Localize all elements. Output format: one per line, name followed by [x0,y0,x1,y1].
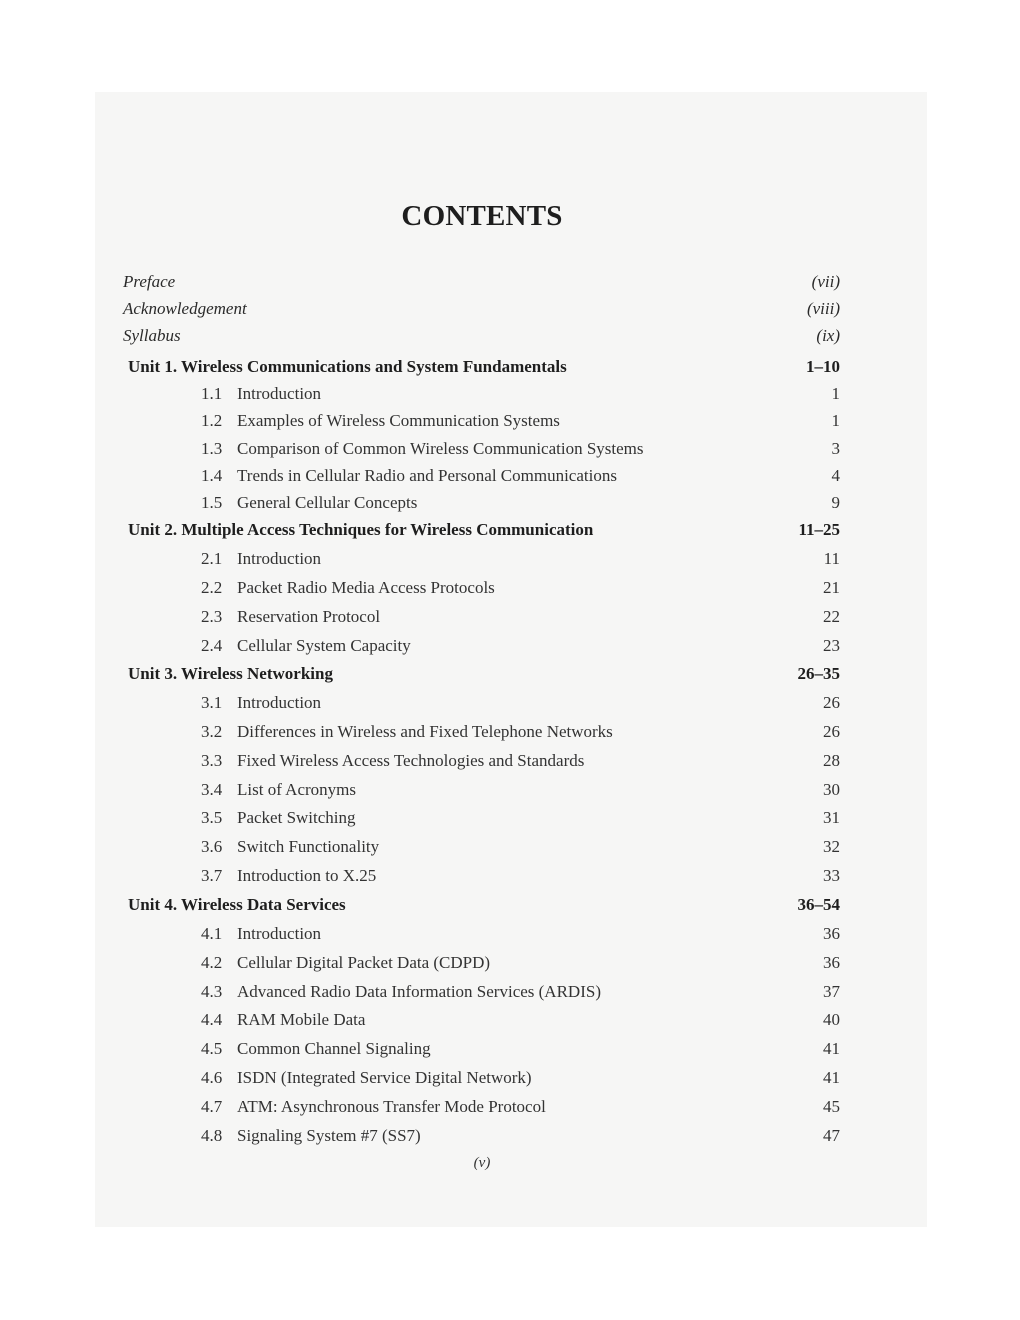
section-title: Reservation Protocol [237,607,381,626]
unit-page-range: 26–35 [797,664,840,683]
toc-section-3-3[interactable] [0,748,1020,774]
toc-row-syllabus[interactable] [0,323,1020,349]
section-title: Examples of Wireless Communication Systems [237,411,560,430]
section-page-number: 9 [831,493,840,512]
section-title: Signaling System #7 (SS7) [237,1126,421,1145]
section-number: 4.7 [201,1097,223,1116]
section-title: Introduction [237,384,322,403]
section-title: Cellular Digital Packet Data (CDPD) [237,953,491,972]
toc-section-4-6[interactable] [0,1065,1020,1091]
section-title: Common Channel Signaling [237,1039,431,1058]
section-title: Introduction [237,924,322,943]
toc-section-2-2[interactable] [0,575,1020,601]
unit-title: Unit 2. Multiple Access Techniques for Wireless Communication [128,520,594,539]
unit-title: Unit 3. Wireless Networking [128,664,333,683]
toc-section-4-4[interactable] [0,1007,1020,1033]
section-title: General Cellular Concepts [237,493,418,512]
section-page-number: 45 [823,1097,840,1116]
section-page-number: 1 [831,411,840,430]
toc-unit-3[interactable] [0,661,1020,687]
section-number: 3.5 [201,808,223,827]
section-number: 1.1 [201,384,223,403]
section-number: 4.3 [201,982,223,1001]
section-number: 2.4 [201,636,223,655]
toc-page-number: (viii) [806,299,840,318]
section-title: Introduction to X.25 [237,866,377,885]
section-page-number: 31 [823,808,840,827]
section-page-number: 36 [823,924,840,943]
section-page-number: 47 [823,1126,840,1145]
section-number: 3.4 [201,780,223,799]
toc-page-number: (ix) [816,326,840,345]
toc-section-4-1[interactable] [0,921,1020,947]
toc-section-3-1[interactable] [0,690,1020,716]
section-page-number: 26 [823,693,840,712]
toc-section-2-3[interactable] [0,604,1020,630]
toc-row-acknowledgement[interactable] [0,296,1020,322]
section-title: Switch Functionality [237,837,380,856]
toc-section-1-1[interactable] [0,381,1020,407]
toc-section-4-5[interactable] [0,1036,1020,1062]
section-page-number: 41 [823,1068,840,1087]
toc-page-number: (vii) [811,272,840,291]
section-page-number: 21 [823,578,840,597]
section-page-number: 37 [823,982,840,1001]
unit-page-range: 36–54 [797,895,840,914]
unit-title: Unit 4. Wireless Data Services [128,895,346,914]
section-title: Differences in Wireless and Fixed Telephone Networks [237,722,613,741]
toc-section-4-2[interactable] [0,950,1020,976]
toc-unit-1[interactable] [0,354,1020,380]
section-title: Packet Switching [237,808,356,827]
toc-section-3-4[interactable] [0,777,1020,803]
section-number: 4.5 [201,1039,223,1058]
page-title: CONTENTS [401,200,563,232]
toc-unit-2[interactable] [0,517,1020,543]
section-number: 4.8 [201,1126,223,1145]
section-number: 1.5 [201,493,223,512]
section-number: 4.6 [201,1068,223,1087]
section-number: 4.2 [201,953,223,972]
section-page-number: 40 [823,1010,840,1029]
toc-section-3-5[interactable] [0,805,1020,831]
toc-section-2-4[interactable] [0,633,1020,659]
section-page-number: 33 [823,866,840,885]
toc-section-3-7[interactable] [0,863,1020,889]
toc-section-4-8[interactable] [0,1123,1020,1149]
unit-page-range: 11–25 [798,520,840,539]
toc-label: Preface [123,272,176,291]
section-number: 3.3 [201,751,223,770]
section-title: Comparison of Common Wireless Communication Systems [237,439,644,458]
unit-page-range: 1–10 [806,357,840,376]
toc-section-4-3[interactable] [0,979,1020,1005]
section-number: 3.7 [201,866,223,885]
section-number: 3.1 [201,693,223,712]
toc-section-1-5[interactable] [0,490,1020,516]
section-page-number: 30 [823,780,840,799]
toc-section-1-4[interactable] [0,463,1020,489]
section-title: Advanced Radio Data Information Services (ARDIS) [237,982,601,1001]
toc-label: Syllabus [123,326,181,345]
toc-unit-4[interactable] [0,892,1020,918]
toc-label: Acknowledgement [123,299,247,318]
section-page-number: 36 [823,953,840,972]
section-title: Trends in Cellular Radio and Personal Communications [237,466,617,485]
section-page-number: 26 [823,722,840,741]
toc-section-3-2[interactable] [0,719,1020,745]
unit-title: Unit 1. Wireless Communications and System Fundamentals [128,357,567,376]
section-page-number: 3 [831,439,840,458]
section-page-number: 22 [823,607,840,626]
page-folio: (v) [473,1155,491,1171]
section-title: List of Acronyms [237,780,356,799]
section-page-number: 28 [823,751,840,770]
section-number: 4.4 [201,1010,223,1029]
section-number: 1.2 [201,411,223,430]
toc-section-4-7[interactable] [0,1094,1020,1120]
section-title: Introduction [237,693,322,712]
section-page-number: 11 [823,549,840,568]
toc-row-preface[interactable] [0,269,1020,295]
section-number: 2.1 [201,549,223,568]
section-number: 4.1 [201,924,223,943]
section-number: 1.4 [201,466,223,485]
section-page-number: 32 [823,837,840,856]
section-number: 3.6 [201,837,223,856]
toc-section-1-3[interactable] [0,436,1020,462]
section-title: Introduction [237,549,322,568]
section-title: Fixed Wireless Access Technologies and Standards [237,751,585,770]
section-page-number: 1 [831,384,840,403]
section-title: Cellular System Capacity [237,636,411,655]
section-page-number: 4 [831,466,840,485]
section-page-number: 41 [823,1039,840,1058]
section-page-number: 23 [823,636,840,655]
toc-section-1-2[interactable] [0,408,1020,434]
section-number: 2.2 [201,578,223,597]
section-number: 2.3 [201,607,223,626]
toc-section-2-1[interactable] [0,546,1020,572]
section-title: RAM Mobile Data [237,1010,366,1029]
section-title: ISDN (Integrated Service Digital Network) [237,1068,532,1087]
section-title: ATM: Asynchronous Transfer Mode Protocol [237,1097,546,1116]
toc-section-3-6[interactable] [0,834,1020,860]
section-number: 1.3 [201,439,223,458]
section-number: 3.2 [201,722,223,741]
section-title: Packet Radio Media Access Protocols [237,578,495,597]
